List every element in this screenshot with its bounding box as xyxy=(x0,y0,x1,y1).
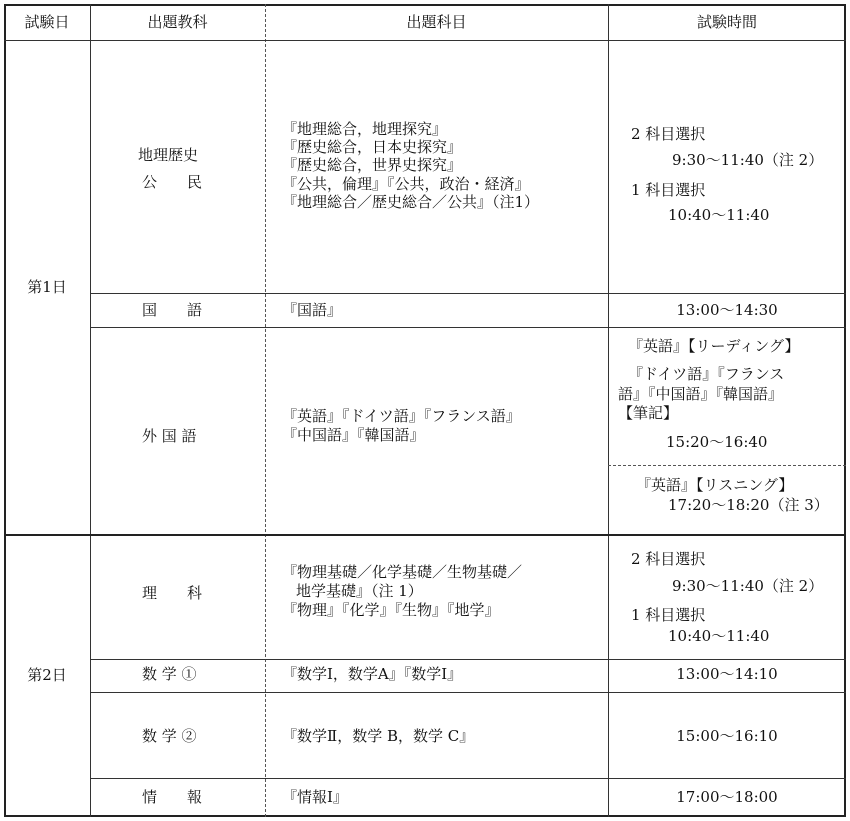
geo-subject: 『歴史総合，日本史探究』 xyxy=(282,138,463,156)
row-divider-math2 xyxy=(90,778,846,779)
math2-subjects: 『数学Ⅱ，数学 B，数学 C』 xyxy=(282,727,475,745)
science-time-line: 10:40～11:40 xyxy=(668,627,770,645)
col-divider-subjects xyxy=(608,4,609,817)
day2-label: 第2日 xyxy=(27,666,67,684)
kokugo-subjects: 『国語』 xyxy=(282,301,343,319)
science-subject: 『物理』『化学』『生物』『地学』 xyxy=(282,601,500,619)
foreign-time-line: 『英語』【リーディング】 xyxy=(628,337,800,355)
row-divider-science xyxy=(90,659,846,660)
science-time-line: 2 科目選択 xyxy=(631,550,706,568)
row-divider-math1 xyxy=(90,692,846,693)
geo-category: 地理歴史 xyxy=(138,146,199,164)
foreign-time-line: 15:20～16:40 xyxy=(666,433,768,451)
col-divider-date xyxy=(90,4,91,817)
foreign-listening-line: 『英語』【リスニング】 xyxy=(636,476,794,494)
info-time: 17:00～18:00 xyxy=(676,788,778,806)
foreign-subject: 『英語』『ドイツ語』『フランス語』 xyxy=(282,407,521,425)
math1-time: 13:00～14:10 xyxy=(676,665,778,683)
foreign-category: 外 国 語 xyxy=(142,427,197,445)
geo-time-line: 1 科目選択 xyxy=(631,181,706,199)
science-subject: 地学基礎』（注 1） xyxy=(296,582,423,600)
header-date: 試験日 xyxy=(24,13,70,31)
geo-time-line: 10:40～11:40 xyxy=(668,206,770,224)
geo-time-line: 9:30～11:40（注 2） xyxy=(672,151,824,169)
header-category: 出題教科 xyxy=(147,13,208,31)
row-divider-kokugo xyxy=(90,327,846,328)
row-divider-geo xyxy=(90,293,846,294)
civics-category: 公 民 xyxy=(142,173,203,191)
geo-subject: 『地理総合／歴史総合／公共』（注1） xyxy=(282,193,540,211)
science-subject: 『物理基礎／化学基礎／生物基礎／ xyxy=(282,563,523,581)
geo-time-line: 2 科目選択 xyxy=(631,125,706,143)
math2-time: 15:00～16:10 xyxy=(676,727,778,745)
info-subjects: 『情報Ⅰ』 xyxy=(282,788,348,806)
foreign-listening-line: 17:20～18:20（注 3） xyxy=(668,496,829,514)
row-divider-day xyxy=(4,534,846,536)
row-divider-foreign-time xyxy=(608,465,846,466)
math1-subjects: 『数学Ⅰ，数学A』『数学Ⅰ』 xyxy=(282,665,463,683)
kokugo-time: 13:00～14:30 xyxy=(676,301,778,319)
science-category: 理 科 xyxy=(142,584,203,602)
foreign-time-line: 『ドイツ語』『フランス xyxy=(628,365,785,383)
math1-category: 数 学 ① xyxy=(142,665,197,683)
day1-label: 第1日 xyxy=(27,278,67,296)
exam-schedule-table xyxy=(4,4,846,817)
kokugo-category: 国 語 xyxy=(142,301,203,319)
header-time: 試験時間 xyxy=(696,13,757,31)
geo-subject: 『公共，倫理』『公共，政治・経済』 xyxy=(282,175,530,193)
geo-subject: 『歴史総合，世界史探究』 xyxy=(282,156,463,174)
foreign-time-line: 【筆記】 xyxy=(618,404,679,422)
foreign-subject: 『中国語』『韓国語』 xyxy=(282,426,425,444)
foreign-time-line: 語』『中国語』『韓国語』 xyxy=(618,385,784,403)
science-time-line: 1 科目選択 xyxy=(631,606,706,624)
science-time-line: 9:30～11:40（注 2） xyxy=(672,577,824,595)
col-divider-category xyxy=(265,4,266,817)
info-category: 情 報 xyxy=(142,788,203,806)
math2-category: 数 学 ② xyxy=(142,727,197,745)
header-subjects: 出題科目 xyxy=(406,13,467,31)
geo-subject: 『地理総合，地理探究』 xyxy=(282,120,448,138)
row-divider-header xyxy=(4,40,846,41)
